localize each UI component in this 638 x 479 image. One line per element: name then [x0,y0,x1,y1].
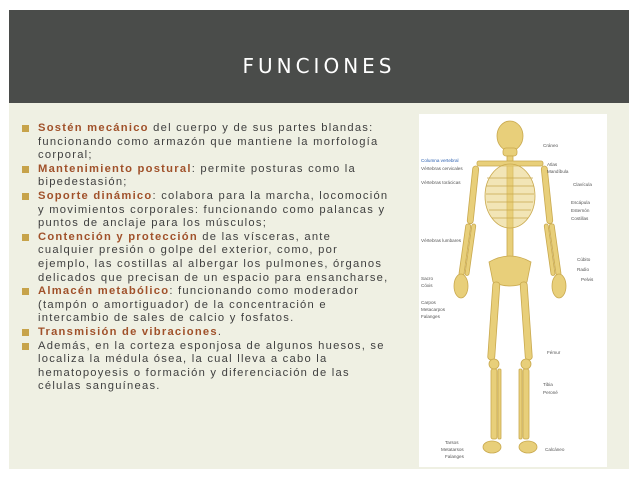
bullet-text: . [217,325,223,338]
label-carpos: Carpos [421,300,436,305]
bullet-term: Mantenimiento postural [38,162,192,175]
bullet-text: del cuerpo y de sus partes blandas: funcionando como armazón que mantiene la morfología corporal; [38,122,379,162]
skeleton-illustration [419,114,607,467]
title-bar [9,10,629,103]
label-coxis: Cóxis [421,283,433,288]
label-tibia: Tibia [543,382,553,387]
bullet-term: Contención y protección [38,230,198,243]
label-cubito: Cúbito [577,257,591,262]
bullet-square-icon [22,343,29,350]
skeleton-figure [419,114,607,467]
label-pelvis: Pelvis [581,277,594,282]
bullet-item [21,163,389,190]
bullet-square-icon [22,125,29,132]
bullet-item [21,326,389,340]
bullet-term: Almacén metabólico [38,285,170,298]
bullet-text: : colabora para la marcha, locomoción y movimientos corporales: funcionando como palancas y puntos de anclaje para los músculos; [38,189,389,230]
bullet-text: Además, en la corteza esponjosa de algunos huesos, se localiza la médula ósea, la cual lleva a cabo la hematopoyesis o formación y diferenciación de las células sanguíneas. [38,339,385,393]
label-falanges-pie: Falanges [445,454,464,459]
label-falanges-mano: Falanges [421,314,440,319]
bullet-item [21,231,389,285]
label-calcaneo: Calcáneo [545,447,565,452]
slide [9,10,629,469]
label-metatarsos: Metatarsos [441,447,464,452]
label-metacarpos: Metacarpos [421,307,446,312]
bullet-list [21,122,389,394]
label-atlas: Atlas [547,162,558,167]
bullet-square-icon [22,193,29,200]
label-femur: Fémur [547,350,561,355]
bullet-item [21,190,389,231]
bullet-term: Soporte dinámico [38,189,153,202]
label-tarsos: Tarsos [445,440,459,445]
bullet-term: Sostén mecánico [38,122,149,134]
bullet-text: : funcionando como moderador (tampón o amortiguador) de la concentración e intercambio de sales de calcio y fosfatos. [38,285,360,325]
label-clavicula: Clavícula [573,182,592,187]
bullet-item [21,122,389,163]
label-sacro: Sacro [421,276,434,281]
bullet-square-icon [22,166,29,173]
label-mandibula: Mandíbula [547,169,569,174]
label-cervicales: Vértebras cervicales [421,166,463,171]
label-escapula: Escápula [571,200,590,205]
label-toracicas: Vértebras torácicas [421,180,461,185]
label-columna: Columna vertebral [421,158,459,163]
label-radio: Radio [577,267,590,272]
bullet-item [21,340,389,394]
label-perone: Peroné [543,390,558,395]
bullet-term: Transmisión de vibraciones [38,325,218,338]
slide-title: FUNCIONES [242,53,396,78]
label-costillas: Costillas [571,216,589,221]
bullet-item [21,285,389,326]
bullet-square-icon [22,234,29,241]
bullet-text: de las vísceras, ante cualquier presión o golpe del exterior, como, por ejemplo, las costillas al albergar los pulmones, órganos delicados que precisan de un espacio para ensancharse, [38,230,389,284]
bullet-text: : permite posturas como la bipedestasión; [38,162,357,189]
bullet-square-icon [22,329,29,336]
label-esternon: Esternón [571,208,590,213]
label-craneo: Cráneo [543,143,559,148]
label-lumbares: Vértebras lumbares [421,238,462,243]
bullet-square-icon [22,288,29,295]
